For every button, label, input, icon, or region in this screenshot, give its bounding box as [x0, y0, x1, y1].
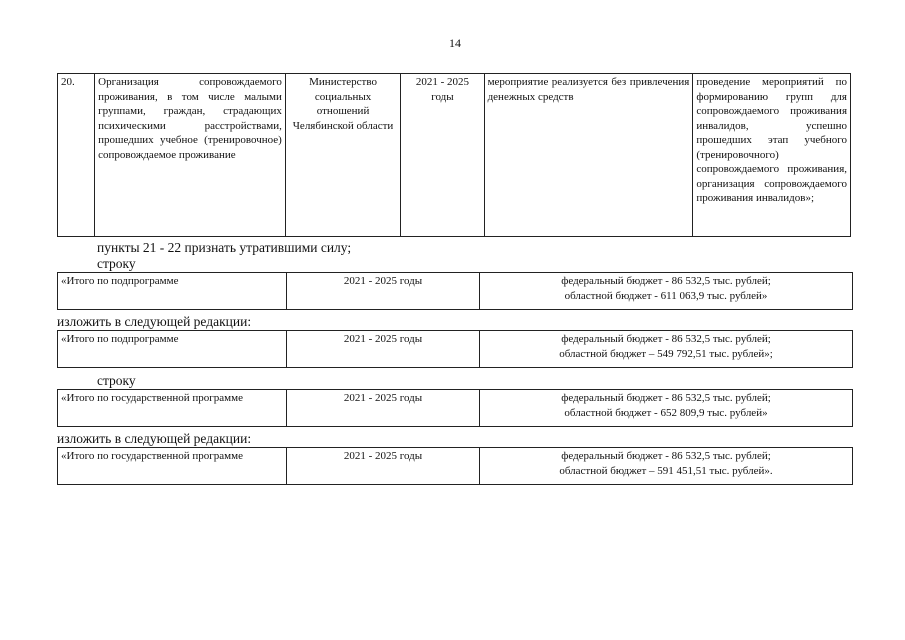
summary-period: 2021 - 2025 годы	[287, 331, 480, 368]
summary-period: 2021 - 2025 годы	[287, 273, 480, 310]
federal-budget: федеральный бюджет - 86 532,5 тыс. рублей;	[561, 392, 771, 404]
row-number: 20.	[58, 74, 95, 237]
points-invalid-note: пункты 21 - 22 признать утратившими силу;	[97, 240, 352, 255]
regional-budget: областной бюджет – 591 451,51 тыс. рублей».	[559, 465, 773, 477]
summary-budget	[480, 390, 853, 427]
table-row	[58, 273, 853, 310]
federal-budget: федеральный бюджет - 86 532,5 тыс. рублей;	[561, 275, 771, 287]
measure-row-table	[57, 73, 851, 237]
regional-budget: областной бюджет – 549 792,51 тыс. рублей»;	[559, 348, 773, 360]
period: 2021 - 2025 годы	[401, 74, 484, 237]
page-number: 14	[449, 36, 461, 50]
federal-budget: федеральный бюджет - 86 532,5 тыс. рублей;	[561, 450, 771, 462]
summary-table-3	[57, 389, 853, 427]
summary-budget	[480, 273, 853, 310]
financing: мероприятие реализуется без привлечения денежных средств	[484, 74, 693, 237]
row-word-1: строку	[97, 256, 136, 271]
new-edition-note-1: изложить в следующей редакции:	[57, 314, 252, 329]
table-row	[58, 390, 853, 427]
summary-table-4	[57, 447, 853, 485]
summary-label: «Итого по государственной программе	[58, 390, 287, 427]
summary-label: «Итого по государственной программе	[58, 448, 287, 485]
new-edition-note-2: изложить в следующей редакции:	[57, 431, 252, 446]
summary-budget	[480, 448, 853, 485]
federal-budget: федеральный бюджет - 86 532,5 тыс. рублей;	[561, 333, 771, 345]
measure-name: Организация сопровождаемого проживания, в том числе малыми группами, граждан, страдающих психическими расстройствами, прошедших учебное (тренировочное) сопровождаемое проживание	[95, 74, 286, 237]
regional-budget: областной бюджет - 652 809,9 тыс. рублей»	[564, 407, 768, 419]
row-word-2: строку	[97, 373, 136, 388]
expected-result: проведение мероприятий по формированию групп для сопровождаемого проживания инвалидов, успешно прошедших этап учебного (тренировочного) сопровождаемого проживания, организация сопровождаемого проживания инвалидов»;	[693, 74, 851, 237]
regional-budget: областной бюджет - 611 063,9 тыс. рублей»	[564, 290, 768, 302]
summary-label: «Итого по подпрограмме	[58, 331, 287, 368]
summary-period: 2021 - 2025 годы	[287, 390, 480, 427]
summary-table-2	[57, 330, 853, 368]
table-row	[58, 448, 853, 485]
summary-label: «Итого по подпрограмме	[58, 273, 287, 310]
table-row	[58, 331, 853, 368]
executor: Министерство социальных отношений Челябинской области	[285, 74, 400, 237]
summary-table-1	[57, 272, 853, 310]
summary-period: 2021 - 2025 годы	[287, 448, 480, 485]
summary-budget	[480, 331, 853, 368]
table-row	[58, 74, 851, 237]
